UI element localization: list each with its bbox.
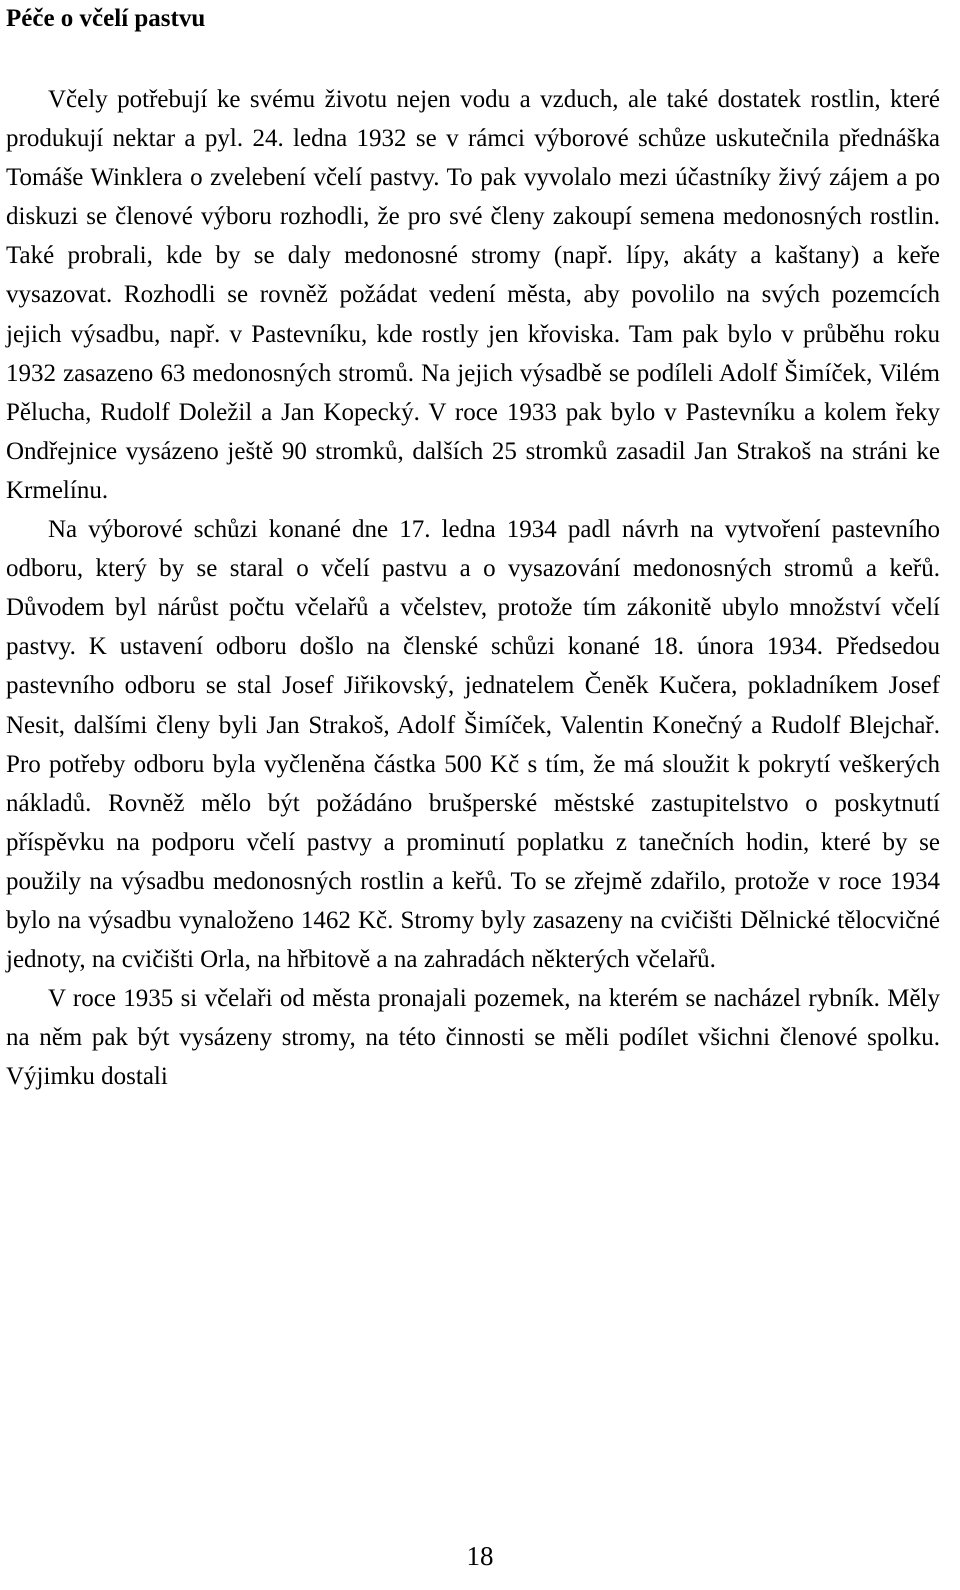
page-title: Péče o včelí pastvu	[6, 5, 206, 32]
page-number: 18	[466, 1541, 494, 1571]
paragraph-2: Na výborové schůzi konané dne 17. ledna 1934 padl návrh na vytvoření pastevního odboru, který by se staral o včelí pastvu a o vysazování medonosných stromů a keřů. Důvodem byl nárůst počtu včelařů a včelstev, protože tím zákonitě ubylo množství včelí pastvy. K ustavení odboru došlo na členské schůzi konané 18. února 1934. Předsedou pastevního odboru se stal Josef Jiřikovský, jednatelem Čeněk Kučera, pokladníkem Josef Nesit, dalšími členy byli Jan Strakoš, Adolf Šimíček, Valentin Konečný a Rudolf Blejchař. Pro potřeby odboru byla vyčleněna částka 500 Kč s tím, že má sloužit k pokrytí veškerých nákladů. Rovněž mělo být požádáno brušperské městské zastupitelstvo o poskytnutí příspěvku na podporu včelí pastvy a prominutí poplatku z tanečních hodin, které by se použily na výsadbu medonosných rostlin a keřů. To se zřejmě zdařilo, protože v roce 1934 bylo na výsadbu vynaloženo 1462 Kč. Stromy byly zasazeny na cvičišti Dělnické tělocvičné jednoty, na cvičišti Orla, na hřbitově a na zahradách některých včelařů.	[6, 516, 940, 974]
paragraph-3: V roce 1935 si včelaři od města pronajali pozemek, na kterém se nacházel rybník. Měly na něm pak být vysázeny stromy, na této činnosti se měli podílet všichni členové spolku. Výjimku dostali	[6, 985, 940, 1091]
body-text	[6, 80, 940, 1096]
paragraph-1: Včely potřebují ke svému životu nejen vodu a vzduch, ale také dostatek rostlin, které produkují nektar a pyl. 24. ledna 1932 se v rámci výborové schůze uskutečnila přednáška Tomáše Winklera o zvelebení včelí pastvy. To pak vyvolalo mezi účastníky živý zájem a po diskuzi se členové výboru rozhodli, že pro své členy zakoupí semena medonosných rostlin. Také probrali, kde by se daly medonosné stromy (např. lípy, akáty a kaštany) a keře vysazovat. Rozhodli se rovněž požádat vedení města, aby povolilo na svých pozemcích jejich výsadbu, např. v Pastevníku, kde rostly jen křoviska. Tam pak bylo v průběhu roku 1932 zasazeno 63 medonosných stromů. Na jejich výsadbě se podíleli Adolf Šimíček, Vilém Pělucha, Rudolf Doležil a Jan Kopecký. V roce 1933 pak bylo v Pastevníku a kolem řeky Ondřejnice vysázeno ještě 90 stromků, dalších 25 stromků zasadil Jan Strakoš na stráni ke Krmelínu.	[6, 86, 940, 504]
